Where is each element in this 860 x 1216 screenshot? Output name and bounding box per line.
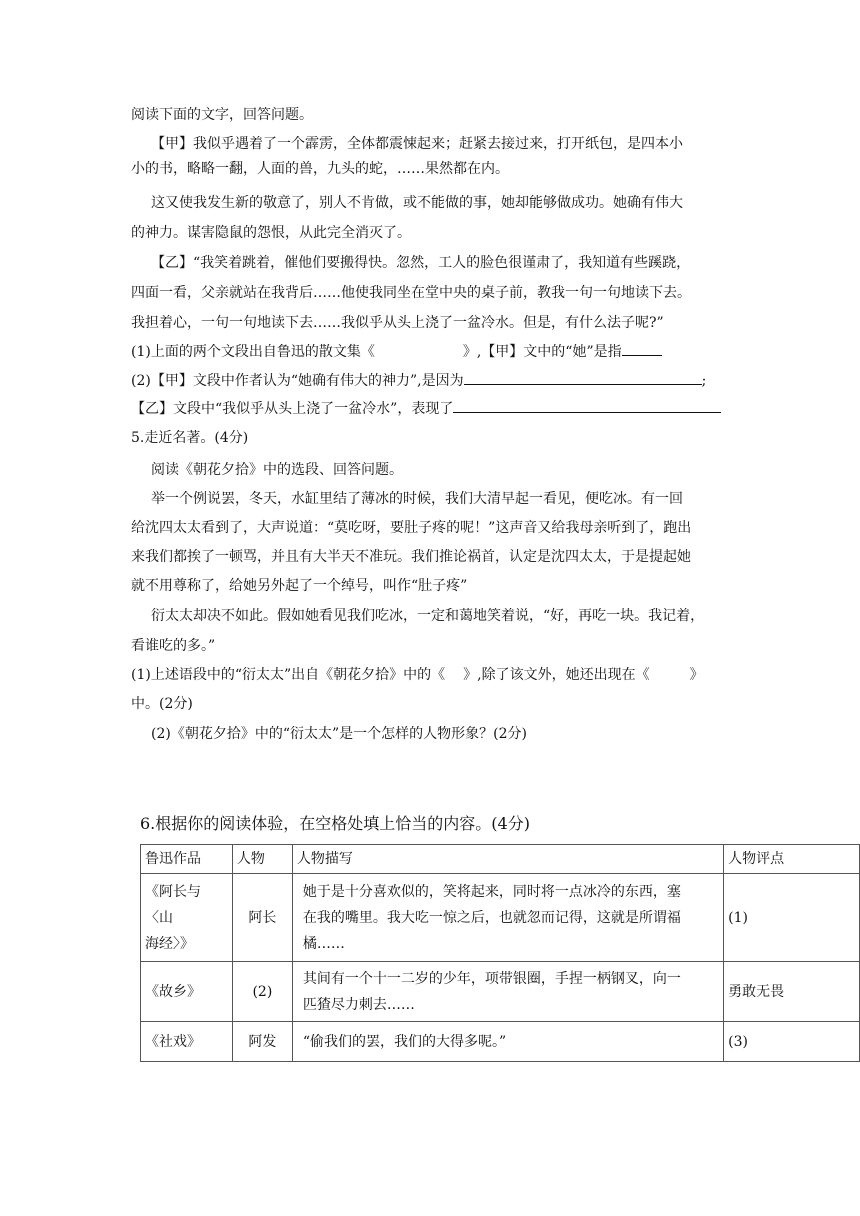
table-header-row bbox=[141, 845, 860, 874]
question-4-2 bbox=[131, 370, 706, 392]
passage-yi-line: 四面一看，父亲就站在我背后……他使我同坐在堂中央的桌子前，教我一句一句地读下去。 bbox=[131, 285, 691, 301]
comment-cell-answer[interactable]: (1) bbox=[724, 874, 860, 962]
question-text: 》 bbox=[689, 667, 704, 683]
table-row bbox=[141, 874, 860, 962]
question-text: 》,除了该文外，她还出现在《 bbox=[463, 667, 650, 683]
table-row bbox=[141, 1022, 860, 1062]
question-text: 》,【甲】文中的“她”是指 bbox=[462, 344, 622, 360]
table-row bbox=[141, 962, 860, 1022]
question-5-2: (2)《朝花夕拾》中的“衍太太”是一个怎样的人物形象？(2分) bbox=[151, 726, 527, 742]
header-description: 人物描写 bbox=[292, 845, 723, 874]
header-comment: 人物评点 bbox=[724, 845, 860, 874]
person-cell: 阿长 bbox=[232, 874, 292, 962]
excerpt-line: 看谁吃的多。” bbox=[131, 638, 216, 654]
question-6-title: 6.根据你的阅读体验，在空格处填上恰当的内容。(4分) bbox=[140, 814, 530, 833]
comment-cell-answer[interactable]: (3) bbox=[724, 1022, 860, 1062]
excerpt-line: 衍太太却决不如此。假如她看见我们吃冰，一定和蔼地笑着说，“好，再吃一块。我记着， bbox=[151, 608, 705, 624]
passage-jia-line: 这又使我发生新的敬意了，别人不肯做，或不能做的事，她却能够做成功。她确有伟大 bbox=[151, 195, 683, 211]
question-text: ; bbox=[701, 373, 707, 389]
header-person: 人物 bbox=[232, 845, 292, 874]
work-text: 海经〉》 bbox=[145, 935, 194, 952]
description-text: 其间有一个十一二岁的少年，项带银圈，手捏一柄钢叉，向一 bbox=[302, 970, 681, 987]
excerpt-line: 给沈四太太看到了，大声说道：“莫吃呀，要肚子疼的呢！”这声音又给我母亲听到了，跑出 bbox=[131, 520, 692, 536]
excerpt-line: 就不用尊称了，给她另外起了一个绰号，叫作“肚子疼” bbox=[131, 578, 468, 594]
description-cell: “偷我们的罢，我们的大得多呢。” bbox=[292, 1022, 723, 1062]
question-text: (1)上面的两个文段出自鲁迅的散文集《 bbox=[131, 344, 375, 360]
character-table bbox=[140, 844, 860, 1062]
passage-jia-line: 【甲】我似乎遇着了一个霹雳，全体都震悚起来；赶紧去接过来，打开纸包，是四本小 bbox=[151, 136, 683, 152]
question-text: 【乙】文段中“我似乎从头上浇了一盆冷水”，表现了 bbox=[131, 401, 454, 417]
description-text: 她于是十分喜欢似的，笑将起来，同时将一点冰冷的东西，塞 bbox=[302, 883, 681, 900]
passage-yi-line: 【乙】“我笑着跳着，催他们要搬得快。忽然，工人的脸色很谨肃了，我知道有些蹊跷， bbox=[151, 255, 691, 271]
comment-cell: 勇敢无畏 bbox=[724, 962, 860, 1022]
description-text: 匹猹尽力刺去…… bbox=[302, 996, 415, 1013]
passage-jia-line: 小的书，略略一翻，人面的兽，九头的蛇，……果然都在内。 bbox=[131, 161, 509, 177]
work-text: 《阿长与〈山 bbox=[145, 883, 201, 926]
header-work: 鲁迅作品 bbox=[141, 845, 233, 874]
question-5-1-end: 中。(2分) bbox=[131, 696, 193, 712]
question-4-2b bbox=[131, 398, 721, 420]
question-text: (2)【甲】文段中作者认为“她确有伟大的神力”,是因为 bbox=[131, 373, 464, 389]
question-5-1 bbox=[131, 664, 704, 686]
question-text: (1)上述语段中的“衍太太”出自《朝花夕拾》中的《 bbox=[131, 667, 446, 683]
description-cell bbox=[292, 962, 723, 1022]
person-cell-answer[interactable]: (2) bbox=[232, 962, 292, 1022]
work-cell: 《故乡》 bbox=[141, 962, 233, 1022]
excerpt-line: 来我们都挨了一顿骂，并且有大半天不准玩。我们推论祸首，认定是沈四太太，于是提起她 bbox=[131, 549, 691, 565]
answer-blank[interactable] bbox=[464, 370, 702, 385]
excerpt-line: 举一个例说罢，冬天，水缸里结了薄冰的时候，我们大清早起一看见，便吃冰。有一回 bbox=[151, 491, 683, 507]
work-cell bbox=[141, 874, 233, 962]
passage-jia-line: 的神力。谋害隐鼠的怨恨，从此完全消灭了。 bbox=[131, 225, 411, 241]
person-cell: 阿发 bbox=[232, 1022, 292, 1062]
answer-blank[interactable] bbox=[453, 398, 721, 413]
description-text: 橘…… bbox=[302, 935, 345, 952]
question-4-1 bbox=[131, 341, 662, 363]
answer-blank[interactable] bbox=[622, 341, 662, 356]
reading-instruction: 阅读下面的文字，回答问题。 bbox=[131, 107, 313, 123]
passage-yi-line: 我担着心，一句一句地读下去……我似乎从头上浇了一盆冷水。但是，有什么法子呢?” bbox=[131, 315, 664, 331]
description-text: 在我的嘴里。我大吃一惊之后，也就忽而记得，这就是所谓福 bbox=[302, 909, 681, 926]
description-cell bbox=[292, 874, 723, 962]
work-cell: 《社戏》 bbox=[141, 1022, 233, 1062]
question-5-title: 5.走近名著。(4分) bbox=[131, 430, 249, 446]
question-5-instruction: 阅读《朝花夕拾》中的选段、回答问题。 bbox=[151, 462, 403, 478]
